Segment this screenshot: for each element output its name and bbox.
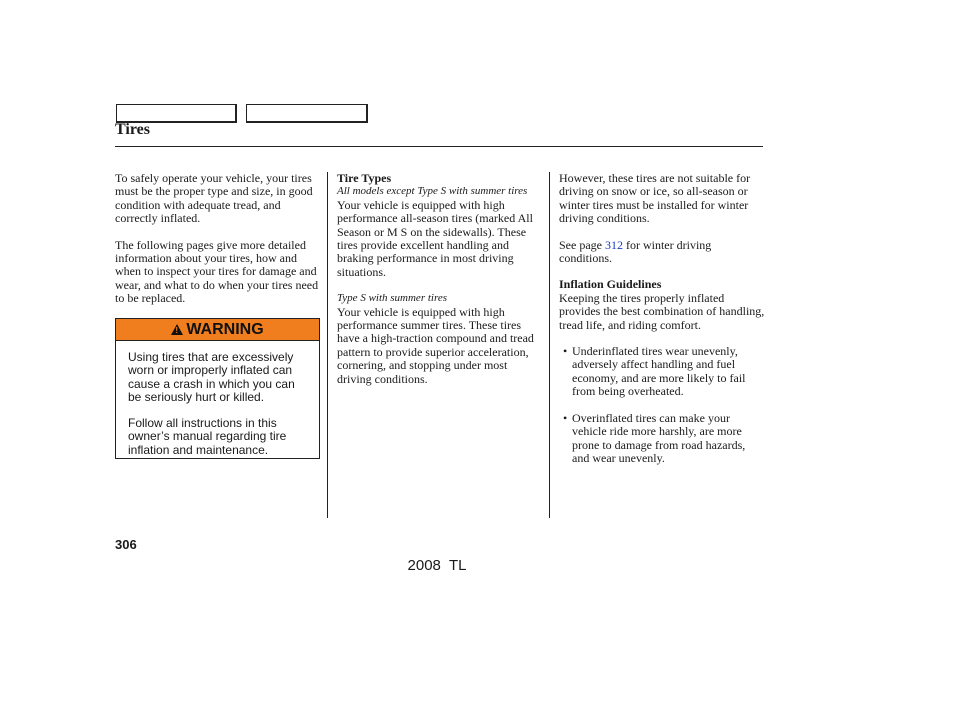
title-divider (115, 146, 763, 147)
see-page-text-end: for winter driving conditions. (559, 237, 712, 266)
nav-tab-index[interactable] (246, 104, 368, 123)
column-divider-2 (549, 172, 550, 518)
warning-label: WARNING (186, 320, 264, 338)
column-1 (115, 172, 321, 319)
see-page-paragraph (559, 239, 765, 266)
warning-header (116, 319, 319, 341)
intro-paragraph: To safely operate your vehicle, your tires must be the proper type and size, in good condition with adequate tread, and correctly inflated. (115, 171, 313, 226)
all-models-subheading: All models except Type S with summer tires (337, 185, 528, 198)
list-item: • Overinflated tires can make your vehicle ride more harshly, are more prone to damage from road hazards, and wear unevenly. (559, 412, 765, 466)
page-number: 306 (115, 537, 137, 552)
list-item: • Underinflated tires wear unevenly, adversely affect handling and fuel economy, and are more likely to fail from being overheated. (559, 345, 765, 399)
winter-paragraph: However, these tires are not suitable for driving on snow or ice, so all-season or winter tires must be installed for winter driving conditions. (559, 171, 751, 226)
tire-types-heading: Tire Types (337, 171, 392, 185)
inflation-paragraph: Keeping the tires properly inflated provides the best combination of handling, tread life, and riding comfort. (559, 290, 765, 332)
inflation-heading: Inflation Guidelines (559, 277, 662, 292)
warning-text-2: Follow all instructions in this owner’s manual regarding tire inflation and maintenance. (128, 416, 287, 457)
summer-tires-paragraph: Your vehicle is equipped with high performance summer tires. These tires have a high-traction compound and tread pattern to provide superior acceleration, cornering, and stopping under most driving conditions. (337, 304, 534, 386)
type-s-subheading: Type S with summer tires (337, 292, 447, 305)
page-title: Tires (115, 121, 150, 138)
column-divider-1 (327, 172, 328, 518)
see-page-text: See page (559, 237, 605, 252)
overview-paragraph: The following pages give more detailed information about your tires, how and when to inspect your tires for damage and wear, and what to do when your tires need to be replaced. (115, 237, 319, 306)
warning-text-1: Using tires that are excessively worn or improperly inflated can cause a crash in which you can be seriously hurt or killed. (128, 350, 295, 404)
inflation-bullet-list (559, 345, 765, 465)
warning-triangle-icon: ! (171, 324, 183, 335)
warning-body (116, 341, 319, 457)
model-footer: 2008 TL (407, 557, 467, 574)
column-3 (559, 172, 765, 478)
all-season-paragraph: Your vehicle is equipped with high performance all-season tires (marked All Season or M S on the sidewalls). These tires provide excellent handling and braking performance in most driving situations. (337, 197, 533, 279)
warning-box (115, 318, 320, 459)
column-2 (337, 172, 543, 399)
page-312-link[interactable]: 312 (604, 237, 623, 252)
